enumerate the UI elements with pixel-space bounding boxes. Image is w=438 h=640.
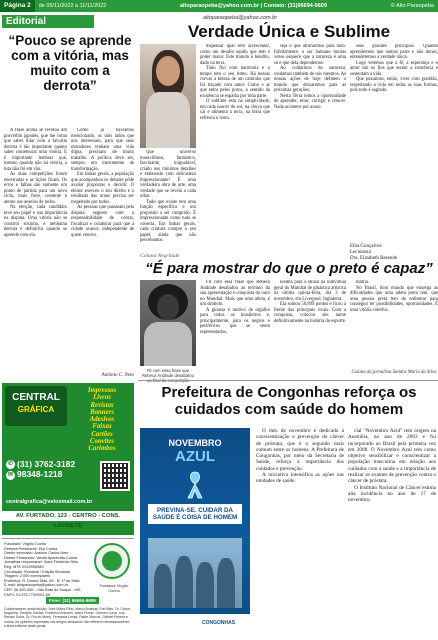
print-shop-advert[interactable] [2, 383, 134, 535]
masthead-line: Fundador: Virgílio Cunha [4, 542, 47, 546]
signature-line: Dra. Elizabeth Resende [350, 255, 398, 261]
masthead-phone-badge: Fone: (31) 96694-9609 [46, 597, 99, 604]
article2-column-2 [274, 280, 346, 378]
paragraph: As duas competições foram encerradas e as lições ficam. Os erros e falhas são somente um ponto de partida para um novo ciclo, mais forte, coerente e atento aos anseios de todos. [4, 172, 67, 205]
masthead-line: Reg. MTE 0019955/MG [4, 564, 45, 569]
masthead-line: E-mail: altoparaopeba@yahoo.com.br [4, 583, 69, 588]
paragraph: Que possamos, então, viver com gratidão, respeitando a vida em todas as suas formas, pois tudo é sagrado. [350, 77, 438, 93]
contact-info[interactable]: altoparaopeba@yahoo.com.br | Contato: (31)96694-9609 [180, 3, 327, 9]
paragraph: Fit com essa frase que Rebeca Andrade desabafou ao término da sua apresentação e conquista do ouro no Mundial. Mais que uma atleta, é um símbolo. [200, 280, 270, 307]
poster-message: PREVINA-SE. CUIDAR DA SAÚDE É COISA DE HOMEM [148, 504, 242, 524]
paragraph: dispensar qual sem acrescentar, como um desafio aquilo que tem o poder maior. Este mundo é bendito, dado na terra. [200, 44, 270, 66]
masthead-line: Tiragem: 2.000 exemplares [4, 574, 51, 579]
editorial-column-1 [4, 128, 67, 380]
signature-line: Lecionista [350, 249, 371, 255]
paragraph: O sublime está na simplicidade, em cada nascer do sol, na chuva que cai e alimenta a terra, na brisa que refresca o rosto. [200, 99, 270, 121]
editorial-signature: Antônio C. Neto [101, 373, 134, 378]
photo-caption: Fit com essa frase que Rebeca Andrade desabafou [142, 368, 194, 378]
athlete-photo [140, 280, 196, 366]
advert-address: AV. FURTADO, 123 - CENTRO - CONS. LAFAIETE [2, 511, 134, 521]
article2-column-3 [350, 280, 438, 366]
awareness-ribbon-icon [186, 470, 204, 500]
men-illustration [148, 538, 242, 608]
article1-signature [350, 244, 438, 261]
service-item: Faixas [92, 423, 112, 431]
article2-byline: Coluna da jornalista Sandra Maria da Silva [351, 370, 437, 375]
paragraph: Logo veremos que a fé, a esperança e o amor são os fios que tecem a existência e sustentam a vida. [350, 60, 438, 77]
paragraph: A iniciativa intensifica as ações nas unidades de saúde. [256, 472, 344, 485]
advert-phone-1[interactable]: (31) 3762-3182 [17, 459, 76, 469]
section-tab-editorial: Editorial [2, 15, 94, 28]
article1-column-2 [200, 44, 270, 248]
paragraph: cial "Novembro Azul" tem origem na Austrália, no ano de 2003 e foi incorporado ao Brasil pela primeira vez em 2008. O Novembro Azul tem como objetivo sensibilizar e conscientizar a população masculina em relação aos cuidados com a saúde e a importância de realizar os exames de prevenção contra o câncer de próstata. [348, 428, 436, 485]
service-item: Banners [90, 408, 114, 416]
column-tag-negritude: Coluna Negritude [140, 253, 180, 259]
advert-phone-2[interactable]: 98348-1218 [17, 469, 63, 480]
article1-column-3 [274, 44, 346, 248]
edition-dates: de 05/11/2022 a 11/11/2022 [38, 3, 107, 9]
editorial-column-2 [71, 128, 134, 373]
masthead-line: Diretor Financeiro: Vanda Aparecida Cunha [4, 555, 78, 560]
service-item: Carimbos [88, 445, 116, 453]
poster-brand: CONGONHAS [202, 620, 236, 626]
novembro-azul-poster [140, 428, 250, 636]
phone-icon: ✆ [7, 461, 14, 468]
poster-line2: AZUL [175, 448, 215, 465]
paragraph: No Brasil, bom mundo que enxerga as dificuldades que uma atleta preta tem, que uma pessoa preta tem de enfrentar para conseguir ter possibilidades, oportunidades. É uma vitória coletiva. [350, 285, 438, 313]
paragraph: A frase acima se revelou um provérbio japonês, que me coma que saber lidar com a favorita derrota é tão importante quanto saber comemorar uma vitória. E é importante lembrar que, mesmo quando não há vitória, a luta não foi em vão. [4, 128, 67, 172]
paragraph: Ela somou 56,899 pontos e ficou à frente das principais rivais. Com a conquista, colocou seu nome definitivamente na história do esporte. [274, 302, 346, 324]
qr-code-icon [100, 461, 130, 491]
paragraph: O Instituto Nacional de Câncer estima alta incidência no ano de 17 de novembro. [348, 484, 436, 504]
article3-column-1 [256, 428, 344, 636]
service-item: Impressos [87, 387, 117, 394]
poster-line1: NOVEMBRO [168, 438, 222, 448]
paragraph: Como já havíamos mencionado, os dois lados que nos interessam, para que seus moradores tenham uma vida digna, precisam de muito trabalho. A política deve ser, sempre, um instrumento de transformação. [71, 128, 134, 172]
header-bar [0, 0, 438, 12]
paragraph: As pessoas que passaram pela disputa seguem com a responsabilidade de cobrar, fiscalizar e colaborar para que a cidade avance, independente de quem venceu. [71, 205, 134, 238]
masthead-line: Diretora Presidente: Elzi Cunha [4, 546, 58, 551]
newspaper-seal-icon [94, 543, 130, 579]
paragraph: seus grandes princípios. Quando aprendermos que somos parte e não donos, entenderemos a verdade única. [350, 44, 438, 60]
paragraph: seja o que afirmarmos para tudo. Infelizmente, o ser humano muitas vezes esquece que a natureza é uma só e que dela dependemos. [274, 44, 346, 66]
editorial-title: “Pouco se aprende com a vitória, mas muito com a derrota” [8, 33, 132, 93]
advert-brand-line1: CENTRAL [12, 392, 60, 403]
paragraph: Nesta Terra temos a oportunidade de aprender, errar, corrigir e crescer. Nada acontece por acaso. [274, 93, 346, 110]
paragraph: Que universo maravilhoso, fantástico, fascinante, inigualável, criado nos mínimos detalhes e elaborado com delicadeza impressionante! É uma verdadeira obra de arte, uma verdade que se revela a cada olhar. [140, 150, 196, 199]
article-title-rebeca: “É para mostrar do que o preto é capaz” [145, 260, 433, 277]
paragraph: mátria. [356, 280, 370, 285]
whatsapp-icon: ✉ [7, 471, 14, 478]
article1-column-1 [140, 150, 196, 248]
divider [138, 380, 438, 381]
service-item: Convites [89, 438, 115, 446]
article-title-congonhas: Prefeitura de Congonhas reforça os cuidados com saúde do homem [161, 384, 417, 418]
service-item: Adesivos [89, 416, 115, 424]
advert-services [72, 387, 132, 453]
masthead-line: Jornalista responsável: Saint Frederick Reis [4, 560, 79, 565]
paragraph: O mês de novembro é dedicado à conscientização e prevenção do câncer de próstata, que é o segundo mais comum entre os homens. A Prefeitura de Congonhas, por meio da Secretaria de Saúde, reforça a importância dos cuidados e prevenção. [256, 428, 344, 472]
article2-column-1 [200, 280, 270, 378]
service-item: Cartões [91, 430, 113, 438]
masthead-line: Circulação: Semanal / Edição Semanal [4, 569, 70, 574]
masthead-line: Diretor executivo: Antônio Carlos Neto [4, 551, 69, 556]
paragraph: Tudo flui com harmonia e o tempo tem o seu ritmo. Há nessas curvas a beleza de um caminho que foi traçado com amor. Como o ar que entra pelos poros, o sentido da existência se espalha por toda parte. [200, 66, 270, 99]
article-email[interactable]: altoparaopeba@yahoo.com.br [202, 15, 278, 21]
advert-brand-line2: GRÁFICA [17, 405, 55, 414]
page-number: Página 2 [0, 0, 35, 12]
signature-line: Elba Gonçalves [350, 244, 382, 249]
masthead-box [2, 538, 134, 640]
article3-column-2 [348, 428, 436, 636]
paragraph: Em linhas gerais, a população que acompanhou os debates pôde avaliar propostas e decidir. O eleitor exerceu o seu direito e o resultado das urnas precisa ser respeitado por todos. [71, 172, 134, 205]
publisher-credit: © Alto Paraopeba [390, 3, 434, 9]
paragraph: A ginasta é motivo de orgulho para todos os brasileiros e, principalmente, para os negros e periféricos que se veem representados. [200, 307, 270, 335]
paragraph: Ao cuidarmos da natureza, cuidamos também de nós mesmos. As nossas ações de hoje definem o mundo que deixaremos para as próximas gerações. [274, 66, 346, 93]
advert-phones [6, 459, 75, 480]
paragraph: inédita para o Brasil na individual geral do Mundial de ginástica artística na última quinta-feira, dia 3 de novembro, em Liverpool, Inglaterra. [274, 280, 346, 302]
article-title-verdade: Verdade Única e Sublime [187, 22, 391, 41]
paragraph: Na eleição, cada candidato teve seu papel e sua importância na disputa. Uma vitória não se constrói sozinha, e nenhuma derrota é definitiva quando se aprende com ela. [4, 205, 67, 238]
paragraph: Tudo que existe tem uma função específica e um propósito a ser cumprido. É impressionante como tudo se conecta. Em linhas gerais, cada criatura cumpre o seu papel, ainda que não percebamos. [140, 199, 196, 243]
advert-email[interactable]: centralgrafica@veloxmail.com.br [6, 499, 93, 505]
service-item: Livros [93, 394, 111, 402]
masthead-line: CNPJ: 01.975.773/0001-69 [4, 592, 51, 597]
founder-caption: Fundador Virgílio Cunha [99, 584, 129, 593]
author-photo [140, 44, 196, 148]
masthead-line: Endereço: R. Doutor Dias, 69 - B. 1º de Maio [4, 578, 80, 583]
collaborators-note: Colaboradores desta edição: José Mafra Filho, Marco Ananias, Frei Beto, Dr. Carlos Nogueira, Geraldo Dantas, Frederico Antunes, Ivana Ferraz, Carmen Lúcia, Luiz Renato Dutra, Dr. Rui de Abreu, Fernanda Lessa, Padre Marcos, Gabriel Pereira e outros. As opiniões expressas nos artigos assinados não refletem necessariamente a linha editorial deste jornal. [4, 607, 131, 628]
masthead-line: CEP: 36.420-000 – São Brás do Suaçuí - MG [4, 587, 81, 592]
masthead-info [4, 542, 90, 597]
article1-column-4 [350, 44, 438, 240]
service-item: Revistas [90, 401, 114, 409]
